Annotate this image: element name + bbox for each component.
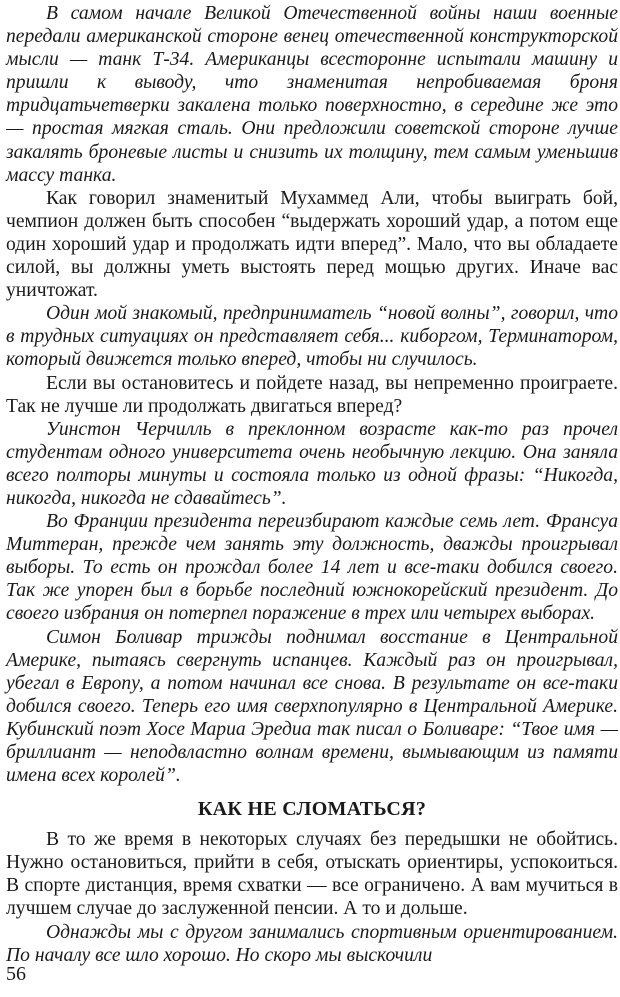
paragraph-muhammad-ali: Как говорил знаменитый Мухаммед Али, чтобы выиграть бой, чемпион должен быть способен “выдержать хороший удар, а потом еще один хороший удар и продолжать идти вперед”. Мало, что вы обладаете силой, вы должны уметь выстоять перед мощью других. Иначе вас уничтожат. (6, 187, 618, 302)
paragraph-entrepreneur: Один мой знакомый, предприниматель “новой волны”, говорил, что в трудных ситуациях он представляет себя... киборгом, Терминатором, который движется только вперед, чтобы ни случилось. (6, 303, 618, 371)
paragraph-t34-story: В самом начале Великой Отечественной войны наши военные передали американской стороне венец отечественной конструкторской мысли — танк Т-34. Американцы всесторонне испытали машину и пришли к выводу, что знаменитая непробиваемая броня тридцатьчетверки закалена только поверхностно, в середине же это — простая мягкая сталь. Они предложили советской стороне лучше закалять броневые листы и снизить их толщину, тем самым уменьшив массу танка. (6, 3, 618, 186)
paragraph-bolivar: Симон Боливар трижды поднимал восстание в Центральной Америке, пытаясь свергнуть испанцев. Каждый раз он проигрывал, убегал в Европу, а потом начинал все снова. В результате он все-таки добился своего. Теперь его имя сверхпопулярно в Центральной Америке. Кубинский поэт Хосе Мариа Эредиа так писал о Боливаре: “Твое имя — бриллиант — неподвластно волнам времени, вымывающим из памяти имена всех королей”. (6, 626, 618, 787)
page-number: 56 (6, 963, 26, 985)
book-page (6, 2, 618, 967)
paragraph-keep-moving: Если вы остановитесь и пойдете назад, вы непременно проиграете. Так не лучше ли продолжать двигаться вперед? (6, 372, 618, 417)
paragraph-churchill: Уинстон Черчилль в преклонном возрасте как-то раз прочел студентам одного университета очень необычную лекцию. Она заняла всего полторы минуты и состояла только из одной фразы: “Никогда, никогда, никогда не сдавайтесь”. (6, 418, 618, 509)
paragraph-mitterrand: Во Франции президента переизбирают каждые семь лет. Франсуа Миттеран, прежде чем занять эту должность, дважды проигрывал выборы. То есть он прождал более 14 лет и все-таки добился своего. Так же упорен был в борьбе последний южнокорейский президент. До своего избрания он потерпел поражение в трех или четырех выборах. (6, 511, 618, 625)
paragraph-rest: В то же время в некоторых случаях без передышки не обойтись. Нужно остановиться, прийти в себя, отыскать ориентиры, успокоиться. В спорте дистанция, время схватки — все ограничено. А вам мучиться в лучшем случае до заслуженной пенсии. А то и дольше. (6, 829, 618, 920)
paragraph-orienteering: Однажды мы с другом занимались спортивным ориентированием. По началу все шло хорошо. Но скоро мы выскочили (6, 921, 618, 966)
section-heading: КАК НЕ СЛОМАТЬСЯ? (197, 798, 427, 821)
